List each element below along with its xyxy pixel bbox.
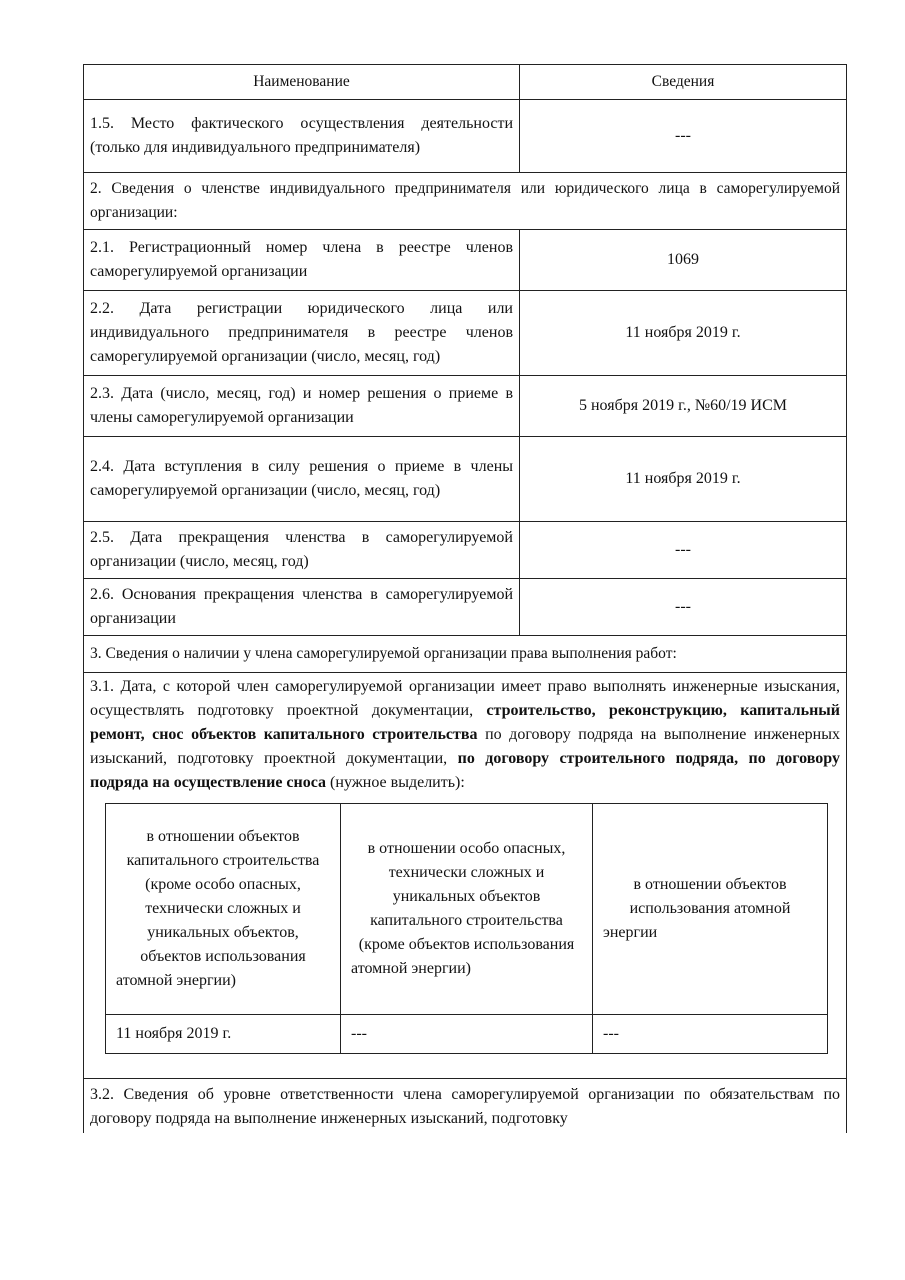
table-row bbox=[84, 291, 847, 376]
row-3-1-bold-2: по договору строительного подряда, по договору подряда на осуществление сноса bbox=[90, 750, 840, 791]
row-3-1-text-2: по договору подряда на выполнение инженерных изысканий, подготовку проектной документации, bbox=[90, 726, 840, 767]
table-row bbox=[84, 100, 847, 173]
work-rights-header-general: в отношении объектов капитального строительства (кроме особо опасных, технически сложных и уникальных объектов, объектов использования атомной энергии) bbox=[106, 804, 341, 1015]
row-3-1-text-1: 3.1. Дата, с которой член саморегулируемой организации имеет право выполнять инженерные изыскания, осуществлять подготовку проектной документации, bbox=[90, 678, 840, 719]
table-row bbox=[84, 376, 847, 437]
section-row bbox=[84, 636, 847, 673]
work-rights-header-nuclear: в отношении объектов использования атомной энергии bbox=[593, 804, 828, 1015]
row-3-2-label: 3.2. Сведения об уровне ответственности члена саморегулируемой организации по обязательствам по договору подряда на выполнение инженерных изысканий, подготовку bbox=[84, 1079, 847, 1134]
section-2-title: 2. Сведения о членстве индивидуального предпринимателя или юридического лица в саморегулируемой организации: bbox=[84, 173, 847, 230]
registry-table bbox=[83, 64, 847, 1133]
table-row bbox=[84, 437, 847, 522]
row-2-4-label: 2.4. Дата вступления в силу решения о приеме в члены саморегулируемой организации (число, месяц, год) bbox=[84, 437, 520, 522]
row-2-3-label: 2.3. Дата (число, месяц, год) и номер решения о приеме в члены саморегулируемой организации bbox=[84, 376, 520, 437]
table-row bbox=[84, 673, 847, 1079]
row-3-1-paragraph bbox=[90, 675, 840, 795]
header-name: Наименование bbox=[84, 65, 520, 100]
table-row bbox=[84, 230, 847, 291]
table-row bbox=[84, 522, 847, 579]
work-rights-header-row bbox=[106, 804, 828, 1015]
work-rights-table bbox=[105, 803, 828, 1054]
row-2-5-value: --- bbox=[520, 522, 847, 579]
work-rights-value-general: 11 ноября 2019 г. bbox=[106, 1015, 341, 1054]
row-2-2-label: 2.2. Дата регистрации юридического лица или индивидуального предпринимателя в реестре членов саморегулируемой организации (число, месяц, год) bbox=[84, 291, 520, 376]
row-2-2-value: 11 ноября 2019 г. bbox=[520, 291, 847, 376]
table-row bbox=[84, 579, 847, 636]
row-2-1-label: 2.1. Регистрационный номер члена в реестре членов саморегулируемой организации bbox=[84, 230, 520, 291]
document-page bbox=[83, 64, 846, 1133]
row-1-5-value: --- bbox=[520, 100, 847, 173]
section-row bbox=[84, 173, 847, 230]
table-row bbox=[84, 1079, 847, 1134]
row-1-5-label: 1.5. Место фактического осуществления деятельности (только для индивидуального предпринимателя) bbox=[84, 100, 520, 173]
header-info: Сведения bbox=[520, 65, 847, 100]
row-3-1-bold-1: строительство, реконструкцию, капитальный ремонт, снос объектов капитального строительства bbox=[90, 702, 840, 743]
work-rights-value-dangerous: --- bbox=[341, 1015, 593, 1054]
row-2-6-value: --- bbox=[520, 579, 847, 636]
work-rights-header-dangerous: в отношении особо опасных, технически сложных и уникальных объектов капитального строительства (кроме объектов использования атомной энергии) bbox=[341, 804, 593, 1015]
row-2-6-label: 2.6. Основания прекращения членства в саморегулируемой организации bbox=[84, 579, 520, 636]
row-2-3-value: 5 ноября 2019 г., №60/19 ИСМ bbox=[520, 376, 847, 437]
section-3-title: 3. Сведения о наличии у члена саморегулируемой организации права выполнения работ: bbox=[84, 636, 847, 673]
work-rights-value-nuclear: --- bbox=[593, 1015, 828, 1054]
work-rights-value-row bbox=[106, 1015, 828, 1054]
row-3-1-cell bbox=[84, 673, 847, 1079]
row-2-5-label: 2.5. Дата прекращения членства в саморегулируемой организации (число, месяц, год) bbox=[84, 522, 520, 579]
row-3-1-text-3: (нужное выделить): bbox=[326, 774, 465, 791]
row-2-4-value: 11 ноября 2019 г. bbox=[520, 437, 847, 522]
row-2-1-value: 1069 bbox=[520, 230, 847, 291]
table-header-row bbox=[84, 65, 847, 100]
